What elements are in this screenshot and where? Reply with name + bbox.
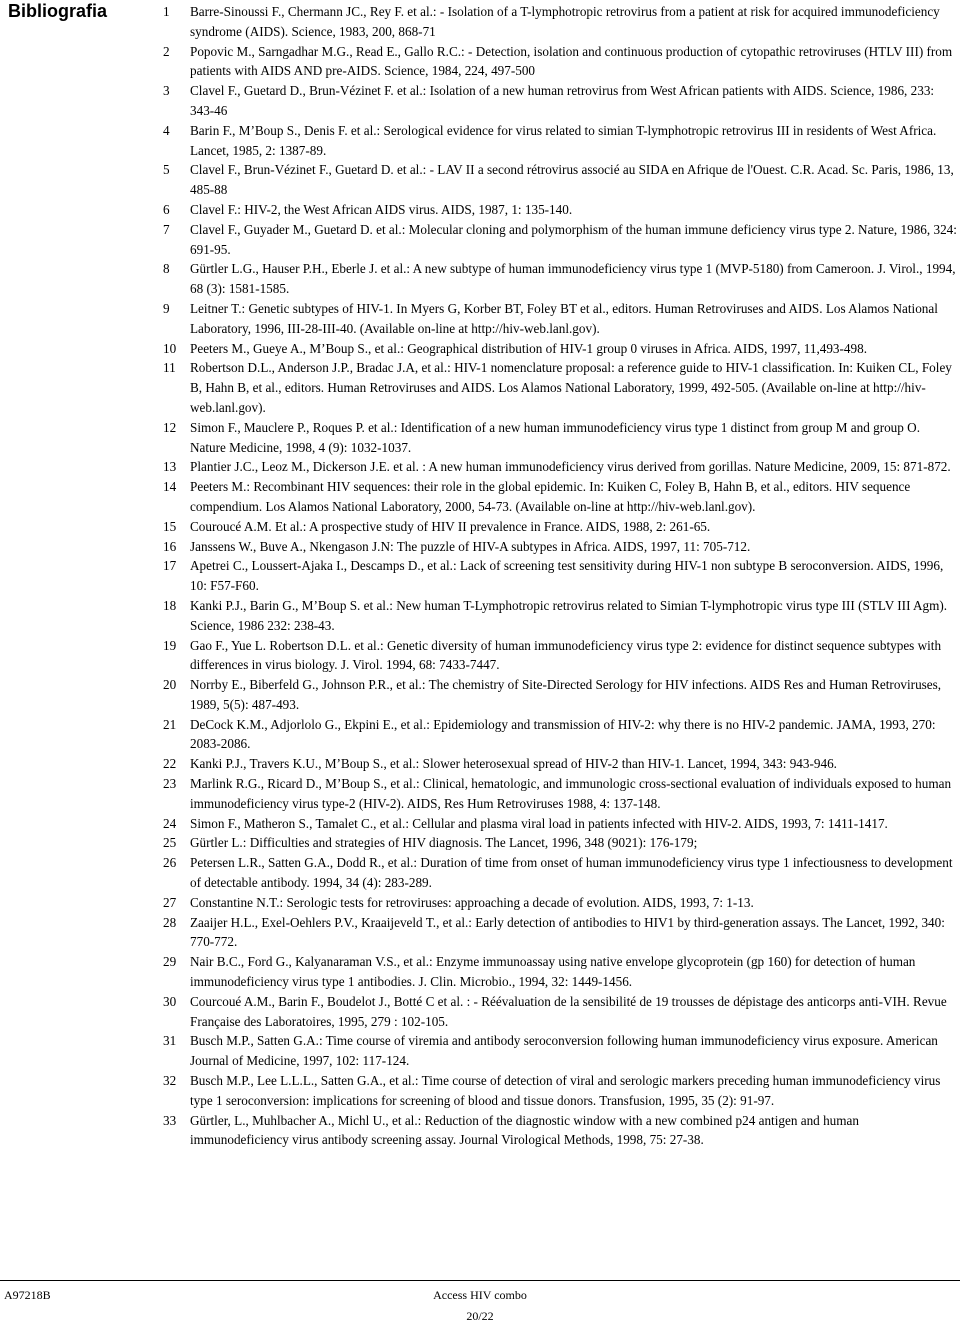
reference-item bbox=[163, 596, 958, 636]
reference-text: Leitner T.: Genetic subtypes of HIV-1. In Myers G, Korber BT, Foley BT et al., editors. Human Retroviruses and AIDS. Los Alamos National Laboratory, 1996, III-28-III-40. (Available on-line at http://hiv-web.lanl.gov). bbox=[190, 300, 938, 336]
reference-text: Gürtler L.: Difficulties and strategies of HIV diagnosis. The Lancet, 1996, 348 (9021): 176-179; bbox=[190, 835, 698, 851]
reference-item bbox=[163, 1071, 958, 1111]
reference-number: 12 bbox=[163, 419, 177, 435]
footer-document-code: A97218B bbox=[4, 1288, 51, 1302]
reference-list bbox=[163, 2, 958, 1150]
reference-number: 3 bbox=[163, 83, 170, 99]
reference-text: Janssens W., Buve A., Nkengason J.N: The puzzle of HIV-A subtypes in Africa. AIDS, 1997, 11: 705-712. bbox=[190, 538, 751, 554]
reference-item bbox=[163, 754, 958, 774]
reference-number: 5 bbox=[163, 162, 170, 178]
reference-text: Peeters M.: Recombinant HIV sequences: their role in the global epidemic. In: Kuiken C, Foley B, Hahn B, et al., editors. HIV sequence compendium. Los Alamos National Laboratory, 2000, 54-73. (Available on-line at http://hiv-web.lanl.gov). bbox=[190, 479, 911, 514]
reference-number: 1 bbox=[163, 4, 170, 19]
reference-item bbox=[163, 259, 958, 299]
section-heading: Bibliografia bbox=[8, 1, 108, 21]
reference-item bbox=[163, 477, 958, 517]
reference-item bbox=[163, 833, 958, 853]
reference-item bbox=[163, 1031, 958, 1071]
reference-item bbox=[163, 81, 958, 121]
reference-text: Busch M.P., Satten G.A.: Time course of viremia and antibody seroconversion following human immunodeficiency virus exposure. American Journal of Medicine, 1997, 102: 117-124. bbox=[190, 1033, 938, 1069]
reference-text: Barin F., M’Boup S., Denis F. et al.: Serological evidence for virus related to simian T-lymphotropic retrovirus III in residents of West Africa. Lancet, 1985, 2: 1387-89. bbox=[190, 122, 937, 158]
reference-text: Norrby E., Biberfeld G., Johnson P.R., et al.: The chemistry of Site-Directed Serology for HIV infections. AIDS Res and Human Retroviruses, 1989, 5(5): 487-493. bbox=[190, 677, 942, 712]
reference-number: 29 bbox=[163, 954, 177, 970]
reference-number: 33 bbox=[163, 1112, 177, 1128]
reference-number: 24 bbox=[163, 815, 177, 831]
reference-number: 21 bbox=[163, 716, 177, 732]
footer-product-title: Access HIV combo bbox=[433, 1288, 527, 1302]
reference-text: Clavel F., Guetard D., Brun-Vézinet F. et al.: Isolation of a new human retrovirus from West African patients with AIDS. Science, 1986, 233: 343-46 bbox=[190, 83, 935, 118]
reference-number: 15 bbox=[163, 518, 177, 534]
reference-text: Gürtler L.G., Hauser P.H., Eberle J. et al.: A new subtype of human immunodeficiency virus type 1 (MVP-5180) from Cameroon. J. Virol., 1994, 68 (3): 1581-1585. bbox=[190, 261, 956, 297]
reference-text: Courcoué A.M., Barin F., Boudelot J., Botté C et al. : - Réévaluation de la sensibilité de 19 trousses de dépistage des anticorps anti-VIH. Revue Française des Laboratoires, 1995, 279 : 102-105. bbox=[190, 993, 947, 1029]
reference-item bbox=[163, 2, 958, 42]
reference-number: 32 bbox=[163, 1073, 177, 1089]
reference-text: Simon F., Mauclere P., Roques P. et al.: Identification of a new human immunodeficiency virus type 1 distinct from group M and group O. Nature Medicine, 1998, 4 (9): 1032-1037. bbox=[190, 419, 920, 455]
reference-item bbox=[163, 457, 958, 477]
reference-number: 9 bbox=[163, 300, 170, 316]
reference-number: 31 bbox=[163, 1033, 177, 1049]
reference-text: Kanki P.J., Travers K.U., M’Boup S., et al.: Slower heterosexual spread of HIV-2 than HIV-1. Lancet, 1994, 343: 943-946. bbox=[190, 756, 837, 772]
reference-number: 13 bbox=[163, 459, 177, 475]
reference-number: 23 bbox=[163, 776, 177, 792]
reference-item bbox=[163, 952, 958, 992]
reference-text: Robertson D.L., Anderson J.P., Bradac J.A, et al.: HIV-1 nomenclature proposal: a reference guide to HIV-1 classification. In: Kuiken CL, Foley B, Hahn B, et al., editors. Human Retroviruses and AIDS. Los Alamos National Laboratory, 1999, 492-505. (Available on-line at http://hiv-web.lanl.gov). bbox=[190, 360, 952, 415]
reference-text: DeCock K.M., Adjorlolo G., Ekpini E., et al.: Epidemiology and transmission of HIV-2: why there is no HIV-2 pandemic. JAMA, 1993, 270: 2083-2086. bbox=[190, 716, 936, 752]
reference-item bbox=[163, 121, 958, 161]
reference-text: Busch M.P., Lee L.L.L., Satten G.A., et al.: Time course of detection of viral and serologic markers preceding human immunodeficiency virus type 1 seroconversion: implications for screening of blood and tissue donors. Transfusion, 1995, 35 (2): 91-97. bbox=[190, 1073, 941, 1108]
reference-item bbox=[163, 1111, 958, 1151]
reference-text: Marlink R.G., Ricard D., M’Boup S., et al.: Clinical, hematologic, and immunologic cross-sectional evaluation of individuals exposed to human immunodeficiency virus type-2 (HIV-2). AIDS, Res Hum Retroviruses 1988, 4: 137-148. bbox=[190, 776, 952, 811]
reference-number: 6 bbox=[163, 201, 170, 217]
footer-rule bbox=[0, 1280, 960, 1281]
reference-item bbox=[163, 299, 958, 339]
reference-number: 22 bbox=[163, 756, 177, 772]
reference-number: 19 bbox=[163, 637, 177, 653]
reference-item bbox=[163, 636, 958, 676]
reference-item bbox=[163, 715, 958, 755]
reference-item bbox=[163, 992, 958, 1032]
reference-item bbox=[163, 160, 958, 200]
reference-text: Petersen L.R., Satten G.A., Dodd R., et al.: Duration of time from onset of human immunodeficiency virus type 1 infectiousness to development of detectable antibody. 1994, 34 (4): 283-289. bbox=[190, 855, 953, 891]
reference-number: 20 bbox=[163, 677, 177, 693]
reference-item bbox=[163, 517, 958, 537]
reference-number: 7 bbox=[163, 221, 170, 237]
reference-text: Couroucé A.M. Et al.: A prospective study of HIV II prevalence in France. AIDS, 1988, 2: 261-65. bbox=[190, 518, 711, 534]
reference-item bbox=[163, 220, 958, 260]
reference-item bbox=[163, 675, 958, 715]
reference-number: 25 bbox=[163, 835, 177, 851]
reference-text: Clavel F., Guyader M., Guetard D. et al.: Molecular cloning and polymorphism of the human immune deficiency virus type 2. Nature, 1986, 324: 691-95. bbox=[190, 221, 957, 257]
reference-item bbox=[163, 893, 958, 913]
reference-text: Gürtler, L., Muhlbacher A., Michl U., et al.: Reduction of the diagnostic window with a new combined p24 antigen and human immunodeficiency virus antibody screening assay. Journal Virological Methods, 1998, 75: 27-38. bbox=[190, 1112, 859, 1148]
reference-text: Clavel F., Brun-Vézinet F., Guetard D. et al.: - LAV II a second rétrovirus associé au SIDA en Afrique de l'Ouest. C.R. Acad. Sc. Paris, 1986, 13, 485-88 bbox=[190, 162, 954, 198]
reference-item bbox=[163, 913, 958, 953]
reference-item bbox=[163, 418, 958, 458]
reference-number: 2 bbox=[163, 43, 170, 59]
reference-number: 28 bbox=[163, 914, 177, 930]
reference-item bbox=[163, 42, 958, 82]
reference-number: 18 bbox=[163, 597, 177, 613]
reference-item bbox=[163, 339, 958, 359]
reference-number: 26 bbox=[163, 855, 177, 871]
reference-number: 11 bbox=[163, 360, 176, 376]
reference-number: 16 bbox=[163, 538, 177, 554]
reference-text: Simon F., Matheron S., Tamalet C., et al.: Cellular and plasma viral load in patients infected with HIV-2. AIDS, 1993, 7: 1411-1417. bbox=[190, 815, 888, 831]
reference-text: Constantine N.T.: Serologic tests for retroviruses: approaching a decade of evolution. AIDS, 1993, 7: 1-13. bbox=[190, 894, 754, 910]
reference-item bbox=[163, 537, 958, 557]
reference-text: Barre-Sinoussi F., Chermann JC., Rey F. et al.: - Isolation of a T-lymphotropic retrovirus from a patient at risk for acquired immunodeficiency syndrome (AIDS). Science, 1983, 200, 868-71 bbox=[190, 4, 940, 39]
reference-number: 30 bbox=[163, 993, 177, 1009]
reference-text: Peeters M., Gueye A., M’Boup S., et al.: Geographical distribution of HIV-1 group 0 viruses in Africa. AIDS, 1997, 11,493-498. bbox=[190, 340, 867, 356]
reference-text: Nair B.C., Ford G., Kalyanaraman V.S., et al.: Enzyme immunoassay using native envelope glycoprotein (gp 160) for detection of human immunodeficiency virus type 1 antibodies. J. Clin. Microbio., 1994, 32: 1449-1456. bbox=[190, 954, 916, 990]
reference-number: 10 bbox=[163, 340, 177, 356]
reference-item bbox=[163, 358, 958, 417]
reference-text: Zaaijer H.L., Exel-Oehlers P.V., Kraaijeveld T., et al.: Early detection of antibodies to HIV1 by third-generation assays. The Lancet, 1992, 340: 770-772. bbox=[190, 914, 945, 950]
reference-item bbox=[163, 814, 958, 834]
reference-number: 14 bbox=[163, 479, 177, 495]
reference-text: Kanki P.J., Barin G., M’Boup S. et al.: New human T-Lymphotropic retrovirus related to Simian T-lymphotropic virus type III (STLV III Agm). Science, 1986 232: 238-43. bbox=[190, 597, 948, 633]
reference-item bbox=[163, 556, 958, 596]
reference-number: 8 bbox=[163, 261, 170, 277]
reference-text: Apetrei C., Loussert-Ajaka I., Descamps D., et al.: Lack of screening test sensitivity during HIV-1 non subtype B seroconversion. AIDS, 1996, 10: F57-F60. bbox=[190, 558, 944, 594]
footer-page-number: 20/22 bbox=[466, 1309, 494, 1323]
reference-text: Gao F., Yue L. Robertson D.L. et al.: Genetic diversity of human immunodeficiency virus type 2: evidence for distinct sequence subtypes with differences in virus biology. J. Virol. 1994, 68: 7433-7447. bbox=[190, 637, 942, 673]
reference-item bbox=[163, 200, 958, 220]
reference-item bbox=[163, 853, 958, 893]
reference-number: 17 bbox=[163, 558, 177, 574]
reference-item bbox=[163, 774, 958, 814]
reference-text: Popovic M., Sarngadhar M.G., Read E., Gallo R.C.: - Detection, isolation and continuous production of cytopathic retroviruses (HTLV III) from patients with AIDS AND pre-AIDS. Science, 1984, 224, 497-500 bbox=[190, 43, 953, 79]
reference-number: 27 bbox=[163, 894, 177, 910]
reference-text: Clavel F.: HIV-2, the West African AIDS virus. AIDS, 1987, 1: 135-140. bbox=[190, 201, 573, 217]
reference-number: 4 bbox=[163, 122, 170, 138]
reference-text: Plantier J.C., Leoz M., Dickerson J.E. et al. : A new human immunodeficiency virus derived from gorillas. Nature Medicine, 2009, 15: 871-872. bbox=[190, 459, 951, 475]
